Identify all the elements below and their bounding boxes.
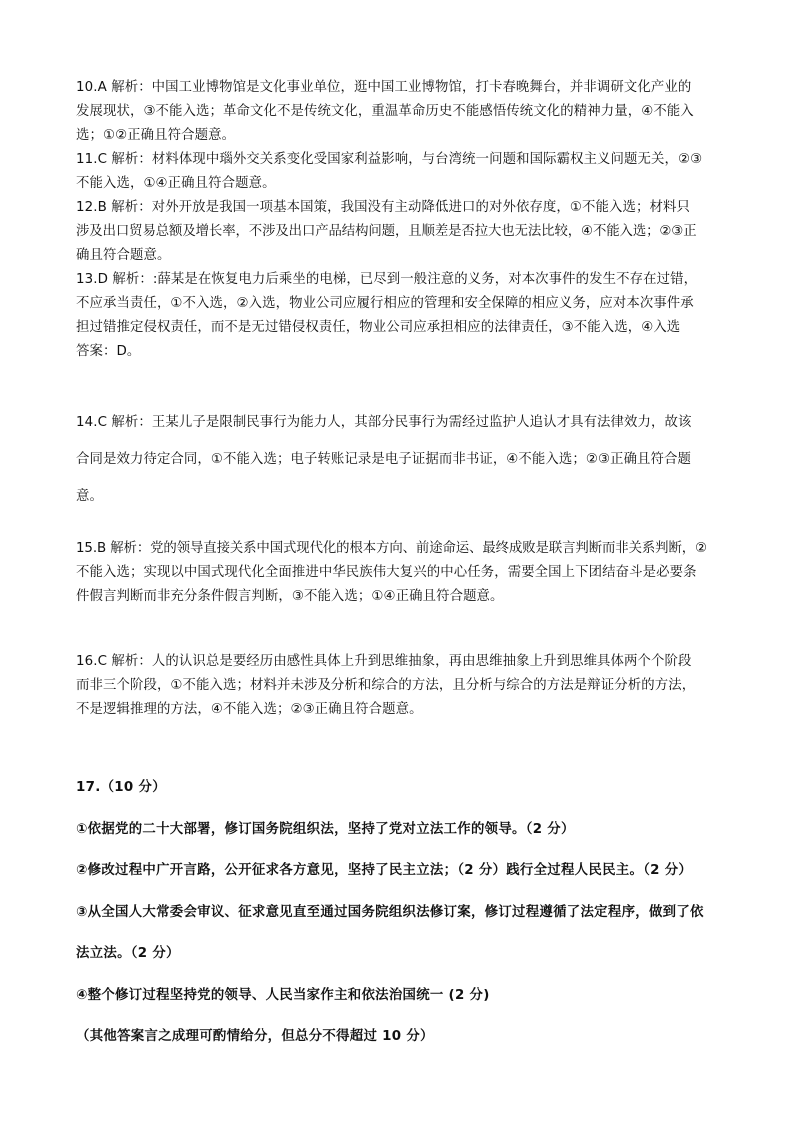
q17-heading: 17.（10 分） — [76, 780, 166, 795]
answer-line: 不应承当责任，①不入选，②入选，物业公司应履行相应的管理和安全保障的相应义务，应对本次事件承 — [76, 296, 694, 311]
answer-line: 而非三个阶段，①不能入选；材料并未涉及分析和综合的方法，且分析与综合的方法是辩证分析的方法， — [76, 678, 696, 693]
answer-line: 15.B 解析：党的领导直接关系中国式现代化的根本方向、前途命运、最终成败是联言判断而非关系判断，② — [76, 541, 707, 556]
answer-line: 合同是效力待定合同，①不能入选；电子转账记录是电子证据而非书证，④不能入选；②③正确且符合题 — [76, 452, 692, 467]
answer-line: 选；①②正确且符合题意。 — [76, 128, 236, 143]
answer-line: 10.A 解析：中国工业博物馆是文化事业单位，逛中国工业博物馆，打卡春晚舞台，并非调研文化产业的 — [76, 80, 692, 95]
q17-point: ③从全国人大常委会审议、征求意见直至通过国务院组织法修订案，修订过程遵循了法定程序，做到了依 — [76, 905, 704, 920]
answer-line: 发展现状，③不能入选；革命文化不是传统文化，重温革命历史不能感悟传统文化的精神力量，④不能入 — [76, 104, 694, 119]
answer-line: 答案：D。 — [76, 344, 141, 359]
answer-line: 16.C 解析：人的认识总是要经历由感性具体上升到思维抽象，再由思维抽象上升到思维具体两个个阶段 — [76, 654, 692, 669]
answer-line: 13.D 解析：:薛某是在恢复电力后乘坐的电梯，已尽到一般注意的义务，对本次事件的发生不存在过错， — [76, 272, 698, 287]
answer-line: 担过错推定侵权责任，而不是无过错侵权责任，物业公司应承担相应的法律责任，③不能入选，④入选 — [76, 320, 681, 335]
answer-line: 不是逻辑推理的方法，④不能入选；②③正确且符合题意。 — [76, 702, 423, 717]
answer-line: 意。 — [76, 489, 103, 504]
answer-line: 确且符合题意。 — [76, 248, 171, 263]
answer-q13 — [76, 268, 724, 364]
q17-point: ②修改过程中广开言路，公开征求各方意见，坚持了民主立法；（2 分）践行全过程人民民主。（2 分） — [76, 863, 693, 878]
answer-line: 14.C 解析：王某儿子是限制民事行为能力人，其部分民事行为需经过监护人追认才具有法律效力，故该 — [76, 415, 692, 430]
answer-q16 — [76, 650, 724, 722]
answer-line: 12.B 解析：对外开放是我国一项基本国策，我国没有主动降低进口的对外依存度，①不能入选；材料只 — [76, 200, 690, 215]
answer-q12 — [76, 196, 724, 268]
q17-point: ①依据党的二十大部署，修订国务院组织法，坚持了党对立法工作的领导。（2 分） — [76, 822, 575, 837]
answer-q11 — [76, 148, 724, 196]
q17-point: ④整个修订过程坚持党的领导、人民当家作主和依法治国统一 (2 分) — [76, 988, 490, 1003]
answer-q14 — [76, 404, 724, 515]
answer-line: 涉及出口贸易总额及增长率，不涉及出口产品结构问题，且顺差是否拉大也无法比较，④不能入选；②③正 — [76, 224, 697, 239]
q17-point: 法立法。（2 分） — [76, 946, 180, 961]
answer-q10 — [76, 76, 724, 148]
answer-q15 — [76, 537, 724, 609]
answer-line: 件假言判断而非充分条件假言判断，③不能入选；①④正确且符合题意。 — [76, 589, 504, 604]
q17-note: （其他答案言之成理可酌情给分，但总分不得超过 10 分） — [76, 1029, 434, 1044]
answer-line: 11.C 解析：材料体现中瑙外交关系变化受国家利益影响，与台湾统一问题和国际霸权主义问题无关，②③ — [76, 152, 703, 167]
answer-line: 不能入选，①④正确且符合题意。 — [76, 176, 276, 191]
answer-line: 不能入选；实现以中国式现代化全面推进中华民族伟大复兴的中心任务，需要全国上下团结奋斗是必要条 — [76, 565, 697, 580]
